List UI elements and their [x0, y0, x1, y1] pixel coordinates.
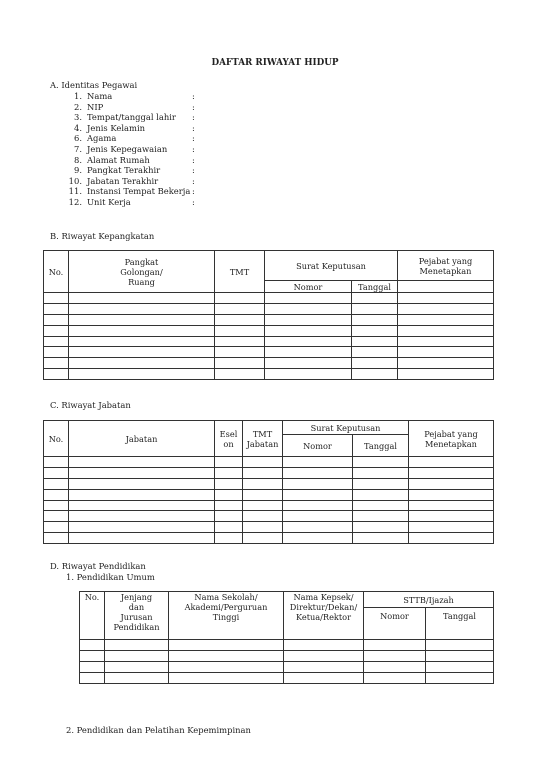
section-b-heading: B. Riwayat Kepangkatan	[50, 231, 155, 241]
identity-number: 7.	[74, 143, 82, 154]
header-pejabat: Pejabat yang Menetapkan	[398, 251, 494, 281]
table-cell[interactable]	[284, 661, 364, 672]
table-cell[interactable]	[426, 640, 494, 651]
table-row	[44, 325, 494, 336]
header-tanggal: Tanggal	[426, 608, 494, 640]
header-surat-keputusan: Surat Keputusan	[265, 251, 398, 281]
table-cell[interactable]	[409, 467, 494, 478]
document-title: DAFTAR RIWAYAT HIDUP	[211, 58, 339, 68]
table-cell[interactable]	[265, 325, 352, 336]
table-row	[80, 661, 494, 672]
table-cell[interactable]	[265, 293, 352, 304]
table-cell[interactable]	[44, 457, 69, 468]
header-tanggal: Tanggal	[353, 435, 409, 457]
identity-label: Nama	[87, 91, 113, 101]
identity-row	[62, 165, 202, 176]
table-cell[interactable]	[44, 347, 69, 358]
identity-number: 4.	[74, 122, 82, 133]
table-cell[interactable]	[80, 640, 105, 651]
identity-row	[62, 144, 202, 155]
table-cell[interactable]	[265, 303, 352, 314]
identity-colon: :	[192, 112, 195, 123]
table-row	[44, 457, 494, 468]
header-pangkat: Pangkat Golongan/ Ruang	[69, 251, 215, 293]
identity-label: Alamat Rumah	[87, 154, 150, 165]
table-cell[interactable]	[265, 336, 352, 347]
identity-row	[62, 123, 202, 134]
table-cell[interactable]	[69, 522, 215, 533]
header-tmt: TMT	[215, 251, 265, 293]
table-cell[interactable]	[215, 478, 243, 489]
identity-row	[62, 176, 202, 187]
identity-number: 12.	[68, 196, 82, 207]
table-cell[interactable]	[353, 489, 409, 500]
header-jenjang: Jenjang dan Jurusan Pendidikan	[105, 592, 169, 640]
identity-colon: :	[192, 133, 195, 144]
table-cell[interactable]	[215, 336, 265, 347]
identity-colon: :	[192, 143, 195, 154]
identity-colon: :	[192, 196, 195, 207]
table-cell[interactable]	[353, 500, 409, 511]
table-cell[interactable]	[69, 478, 215, 489]
table-cell[interactable]	[283, 457, 353, 468]
identity-colon: :	[192, 154, 195, 165]
header-pejabat: Pejabat yang Menetapkan	[409, 421, 494, 457]
table-cell[interactable]	[265, 347, 352, 358]
identity-number: 9.	[74, 165, 82, 176]
identity-colon: :	[192, 122, 195, 133]
table-cell[interactable]	[426, 672, 494, 683]
table-cell[interactable]	[364, 650, 426, 661]
table-cell[interactable]	[283, 511, 353, 522]
table-row	[44, 358, 494, 369]
section-a-heading: A. Identitas Pegawai	[50, 80, 138, 90]
table-cell[interactable]	[409, 533, 494, 544]
table-cell[interactable]	[409, 457, 494, 468]
header-no: No.	[80, 592, 105, 640]
table-cell[interactable]	[215, 489, 243, 500]
table-cell[interactable]	[44, 369, 69, 380]
header-surat-keputusan: Surat Keputusan	[283, 421, 409, 435]
table-cell[interactable]	[409, 511, 494, 522]
table-cell[interactable]	[44, 325, 69, 336]
table-cell[interactable]	[426, 661, 494, 672]
table-cell[interactable]	[284, 672, 364, 683]
table-cell[interactable]	[243, 457, 283, 468]
table-cell[interactable]	[105, 661, 169, 672]
table-cell[interactable]	[265, 358, 352, 369]
table-cell[interactable]	[265, 314, 352, 325]
table-cell[interactable]	[398, 303, 494, 314]
table-cell[interactable]	[44, 489, 69, 500]
identity-colon: :	[192, 165, 195, 176]
table-cell[interactable]	[215, 533, 243, 544]
table-cell[interactable]	[283, 489, 353, 500]
table-cell[interactable]	[283, 467, 353, 478]
table-cell[interactable]	[44, 478, 69, 489]
table-cell[interactable]	[215, 325, 265, 336]
table-cell[interactable]	[426, 650, 494, 661]
table-cell[interactable]	[215, 467, 243, 478]
table-cell[interactable]	[409, 500, 494, 511]
table-pendidikan-umum	[79, 591, 494, 684]
identity-colon: :	[192, 91, 195, 101]
table-cell[interactable]	[169, 650, 284, 661]
section-c-heading: C. Riwayat Jabatan	[50, 400, 131, 410]
table-row	[80, 640, 494, 651]
table-cell[interactable]	[44, 336, 69, 347]
table-row	[44, 489, 494, 500]
table-cell[interactable]	[215, 293, 265, 304]
table-cell[interactable]	[283, 500, 353, 511]
table-cell[interactable]	[398, 369, 494, 380]
table-row	[44, 533, 494, 544]
header-nama-sekolah: Nama Sekolah/ Akademi/Perguruan Tinggi	[169, 592, 284, 640]
table-row	[80, 672, 494, 683]
identity-label: Instansi Tempat Bekerja	[87, 186, 191, 197]
identity-row	[62, 197, 202, 208]
table-cell[interactable]	[265, 369, 352, 380]
identity-row	[62, 186, 202, 197]
table-cell[interactable]	[80, 672, 105, 683]
table-cell[interactable]	[398, 358, 494, 369]
identity-colon: :	[192, 101, 195, 112]
table-cell[interactable]	[69, 511, 215, 522]
table-cell[interactable]	[284, 650, 364, 661]
table-cell[interactable]	[243, 511, 283, 522]
table-riwayat-jabatan	[43, 420, 494, 544]
identity-label: Jenis Kelamin	[87, 122, 146, 133]
identity-number: 3.	[74, 112, 82, 123]
table-riwayat-kepangkatan	[43, 250, 494, 380]
identity-number: 8.	[74, 154, 82, 165]
table-cell[interactable]	[353, 533, 409, 544]
table-cell[interactable]	[409, 522, 494, 533]
table-cell[interactable]	[69, 293, 215, 304]
table-cell[interactable]	[243, 500, 283, 511]
table-cell[interactable]	[169, 672, 284, 683]
table-cell[interactable]	[44, 522, 69, 533]
table-cell[interactable]	[44, 533, 69, 544]
header-eselon: Esel on	[215, 421, 243, 457]
header-tanggal: Tanggal	[352, 281, 398, 293]
table-row	[44, 336, 494, 347]
table-cell[interactable]	[409, 478, 494, 489]
table-cell[interactable]	[352, 314, 398, 325]
table-cell[interactable]	[69, 533, 215, 544]
identity-number: 6.	[74, 133, 82, 144]
identity-list	[62, 91, 202, 208]
identity-label: Pangkat Terakhir	[87, 165, 161, 176]
header-sttb-ijazah: STTB/Ijazah	[364, 592, 494, 608]
table-cell[interactable]	[80, 650, 105, 661]
section-d-heading: D. Riwayat Pendidikan	[50, 561, 146, 571]
identity-label: Unit Kerja	[87, 196, 131, 207]
table-cell[interactable]	[352, 325, 398, 336]
identity-label: Jabatan Terakhir	[87, 175, 159, 186]
table-cell[interactable]	[215, 522, 243, 533]
table-cell[interactable]	[353, 467, 409, 478]
identity-colon: :	[192, 175, 195, 186]
table-cell[interactable]	[44, 293, 69, 304]
section-d2-heading: 2. Pendidikan dan Pelatihan Kepemimpinan	[66, 725, 251, 735]
table-cell[interactable]	[69, 347, 215, 358]
table-cell[interactable]	[353, 522, 409, 533]
table-cell[interactable]	[169, 661, 284, 672]
header-nomor: Nomor	[283, 435, 353, 457]
table-cell[interactable]	[80, 661, 105, 672]
table-cell[interactable]	[69, 303, 215, 314]
identity-colon: :	[192, 186, 195, 197]
table-cell[interactable]	[69, 325, 215, 336]
identity-row	[62, 112, 202, 123]
table-cell[interactable]	[215, 500, 243, 511]
table-cell[interactable]	[69, 489, 215, 500]
table-row	[44, 511, 494, 522]
table-row	[44, 314, 494, 325]
identity-label: Tempat/tanggal lahir	[87, 112, 176, 123]
table-cell[interactable]	[215, 369, 265, 380]
table-cell[interactable]	[352, 347, 398, 358]
table-row	[44, 522, 494, 533]
table-cell[interactable]	[353, 478, 409, 489]
table-cell[interactable]	[69, 467, 215, 478]
table-cell[interactable]	[44, 314, 69, 325]
table-cell[interactable]	[44, 467, 69, 478]
table-cell[interactable]	[69, 500, 215, 511]
section-d1-heading: 1. Pendidikan Umum	[66, 572, 155, 582]
identity-number: 1.	[74, 91, 82, 101]
table-cell[interactable]	[215, 303, 265, 314]
table-cell[interactable]	[398, 325, 494, 336]
table-cell[interactable]	[364, 640, 426, 651]
table-cell[interactable]	[69, 369, 215, 380]
header-no: No.	[44, 251, 69, 293]
table-cell[interactable]	[409, 489, 494, 500]
table-cell[interactable]	[69, 336, 215, 347]
table-cell[interactable]	[44, 358, 69, 369]
identity-number: 11.	[68, 186, 82, 197]
table-cell[interactable]	[215, 314, 265, 325]
table-row	[44, 293, 494, 304]
table-row	[80, 650, 494, 661]
table-cell[interactable]	[398, 293, 494, 304]
table-row	[44, 478, 494, 489]
table-cell[interactable]	[169, 640, 284, 651]
identity-number: 10.	[68, 175, 82, 186]
table-cell[interactable]	[69, 457, 215, 468]
table-cell[interactable]	[105, 672, 169, 683]
table-cell[interactable]	[243, 533, 283, 544]
identity-row	[62, 91, 202, 102]
table-cell[interactable]	[398, 336, 494, 347]
header-pejabat-blank	[398, 281, 494, 293]
table-cell[interactable]	[44, 511, 69, 522]
table-cell[interactable]	[215, 347, 265, 358]
table-cell[interactable]	[44, 303, 69, 314]
identity-label: NIP	[87, 101, 104, 112]
header-nomor: Nomor	[265, 281, 352, 293]
table-cell[interactable]	[243, 478, 283, 489]
table-cell[interactable]	[352, 358, 398, 369]
table-cell[interactable]	[243, 489, 283, 500]
identity-row	[62, 133, 202, 144]
table-cell[interactable]	[44, 500, 69, 511]
table-cell[interactable]	[215, 457, 243, 468]
table-cell[interactable]	[352, 303, 398, 314]
table-cell[interactable]	[352, 336, 398, 347]
table-row	[44, 347, 494, 358]
table-cell[interactable]	[105, 640, 169, 651]
table-cell[interactable]	[69, 358, 215, 369]
identity-number: 2.	[74, 101, 82, 112]
table-cell[interactable]	[364, 661, 426, 672]
table-cell[interactable]	[283, 478, 353, 489]
table-row	[44, 369, 494, 380]
table-row	[44, 303, 494, 314]
identity-label: Jenis Kepegawaian	[87, 143, 168, 154]
table-cell[interactable]	[352, 293, 398, 304]
table-cell[interactable]	[283, 533, 353, 544]
table-cell[interactable]	[398, 314, 494, 325]
table-cell[interactable]	[243, 522, 283, 533]
table-cell[interactable]	[353, 457, 409, 468]
header-no: No.	[44, 421, 69, 457]
table-cell[interactable]	[364, 672, 426, 683]
identity-label: Agama	[87, 133, 117, 144]
table-cell[interactable]	[284, 640, 364, 651]
identity-row	[62, 155, 202, 166]
table-row	[44, 467, 494, 478]
table-cell[interactable]	[69, 314, 215, 325]
table-cell[interactable]	[243, 467, 283, 478]
identity-row	[62, 102, 202, 113]
table-cell[interactable]	[105, 650, 169, 661]
table-cell[interactable]	[283, 522, 353, 533]
header-tmt-jabatan: TMT Jabatan	[243, 421, 283, 457]
header-nama-kepsek: Nama Kepsek/ Direktur/Dekan/ Ketua/Rektor	[284, 592, 364, 640]
header-nomor: Nomor	[364, 608, 426, 640]
table-cell[interactable]	[352, 369, 398, 380]
table-cell[interactable]	[398, 347, 494, 358]
table-cell[interactable]	[215, 358, 265, 369]
table-row	[44, 500, 494, 511]
table-cell[interactable]	[215, 511, 243, 522]
table-cell[interactable]	[353, 511, 409, 522]
header-jabatan: Jabatan	[69, 421, 215, 457]
